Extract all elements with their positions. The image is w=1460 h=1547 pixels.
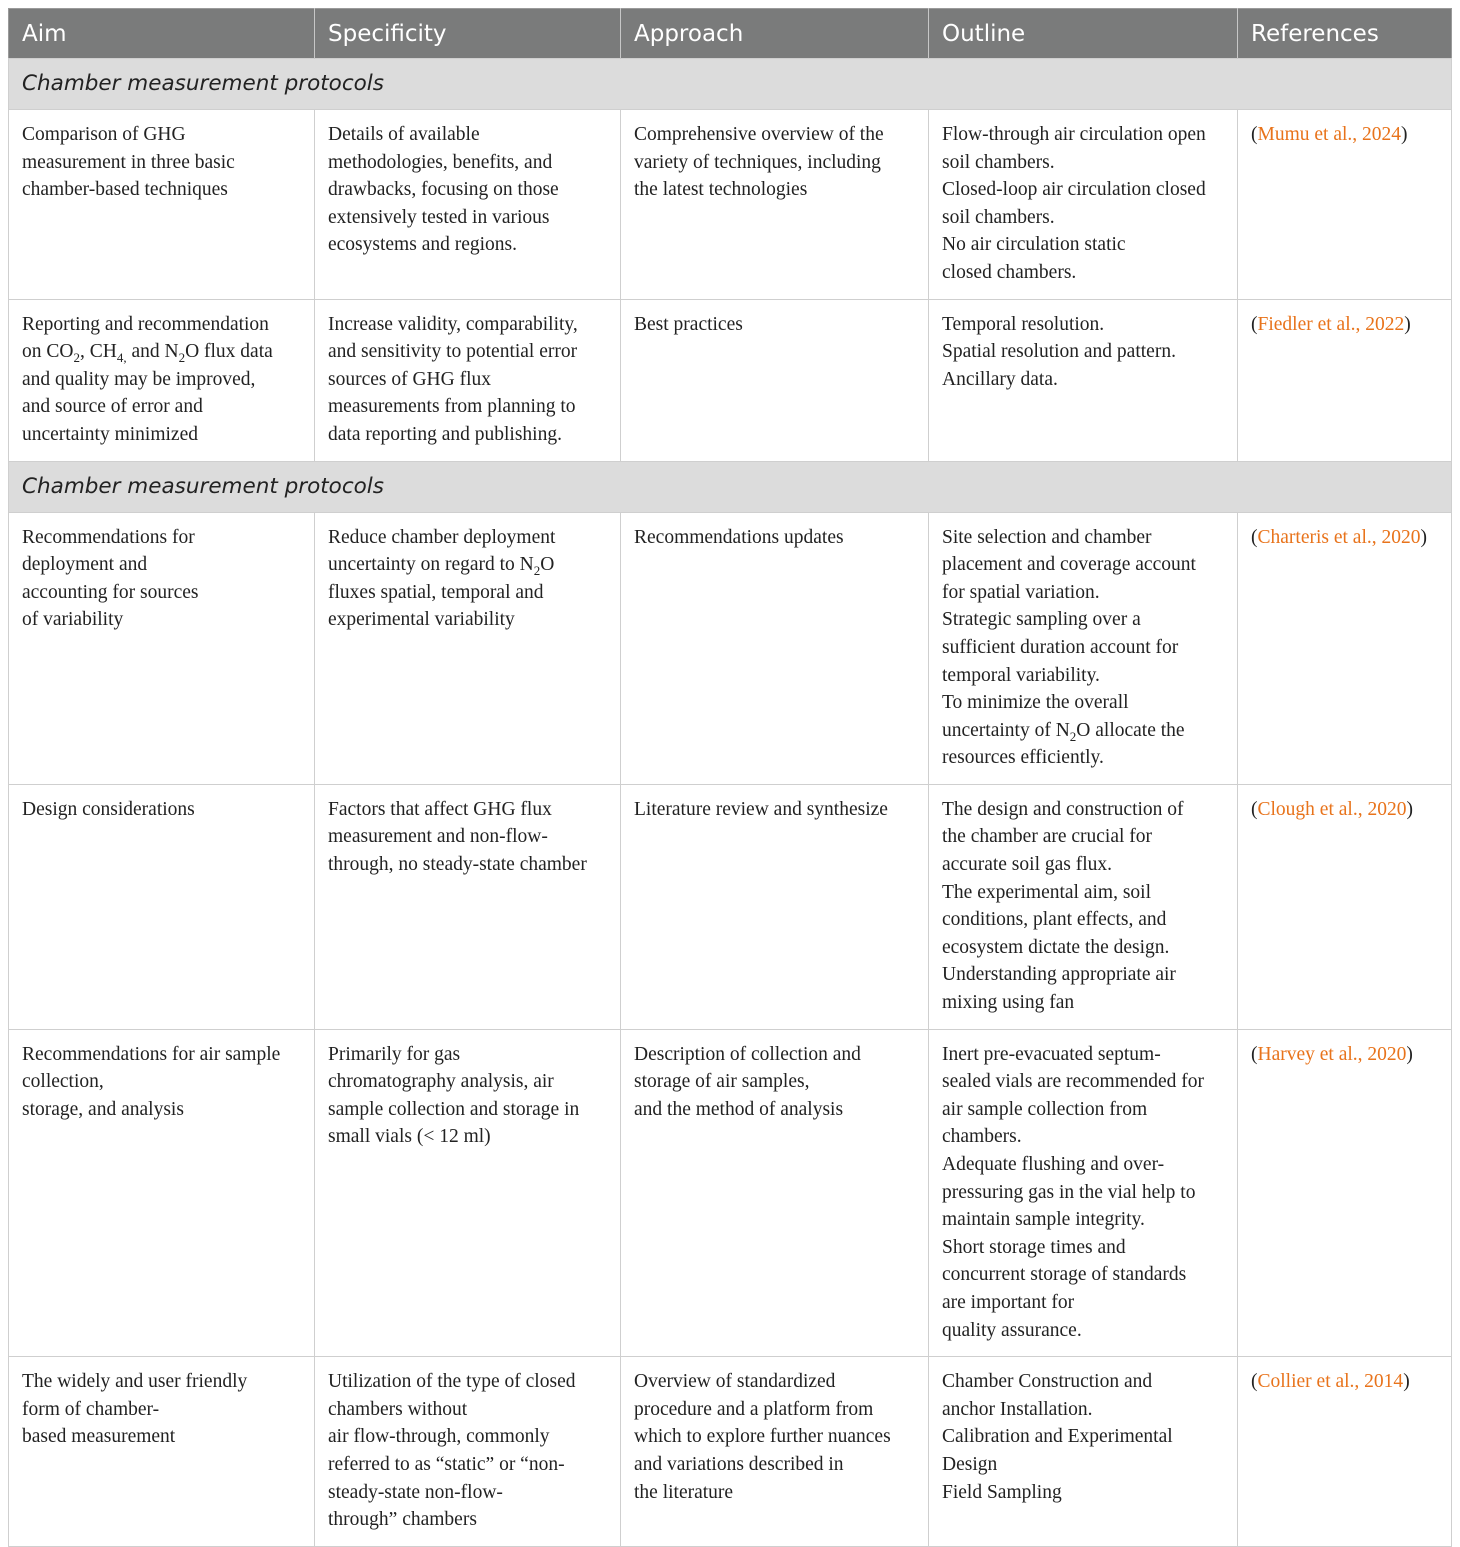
section-header	[9, 59, 1452, 110]
outline-line: The experimental aim, soil	[942, 881, 1152, 903]
outline-line: soil chambers.	[942, 151, 1055, 173]
outline-cell	[929, 784, 1238, 1029]
outline-cell	[929, 110, 1238, 300]
aim-line: and source of error and	[22, 396, 203, 418]
specificity-line: drawbacks, focusing on those	[328, 179, 559, 201]
reference-cell: (Harvey et al., 2020)	[1238, 1029, 1452, 1357]
outline-line: Chamber Construction and	[942, 1371, 1153, 1393]
outline-line: air sample collection from	[942, 1098, 1148, 1120]
reference-cell: (Charteris et al., 2020)	[1238, 512, 1452, 784]
specificity-line: experimental variability	[328, 609, 515, 631]
outline-cell	[929, 299, 1238, 461]
specificity-line: fluxes spatial, temporal and	[328, 581, 544, 603]
outline-line: Calibration and Experimental	[942, 1426, 1173, 1448]
outline-line: uncertainty of $N_2O$ allocate the	[942, 719, 1185, 744]
reference-link[interactable]: Fiedler et al., 2022	[1257, 313, 1405, 335]
outline-line: pressuring gas in the vial help to	[942, 1181, 1196, 1203]
header-approach: Approach	[621, 9, 929, 59]
table-row	[9, 512, 1452, 784]
aim-cell	[9, 299, 315, 461]
aim-cell	[9, 784, 315, 1029]
approach-line: procedure and a platform from	[634, 1398, 874, 1420]
outline-cell	[929, 1357, 1238, 1547]
specificity-cell	[315, 512, 621, 784]
aim-line: The widely and user friendly	[22, 1371, 248, 1393]
reference-link[interactable]: Collier et al., 2014	[1257, 1371, 1404, 1393]
approach-line: Recommendations updates	[634, 526, 844, 548]
aim-cell	[9, 1029, 315, 1357]
header-specificity: Specificity	[315, 9, 621, 59]
specificity-cell	[315, 1357, 621, 1547]
outline-line: concurrent storage of standards	[942, 1264, 1187, 1286]
outline-line: Closed-loop air circulation closed	[942, 179, 1206, 201]
table-row	[9, 1357, 1452, 1547]
specificity-cell	[315, 1029, 621, 1357]
outline-line: ecosystem dictate the design.	[942, 936, 1170, 958]
reference-cell: (Collier et al., 2014)	[1238, 1357, 1452, 1547]
approach-line: and variations described in	[634, 1453, 844, 1475]
aim-line: on $CO_2$, $CH_{4,}$ and $N_2O$ flux data	[22, 341, 273, 366]
specificity-line: Increase validity, comparability,	[328, 313, 578, 335]
aim-line: Recommendations for air sample	[22, 1043, 281, 1065]
approach-line: storage of air samples,	[634, 1071, 810, 1093]
outline-line: To minimize the overall	[942, 692, 1129, 714]
specificity-line: Primarily for gas	[328, 1043, 461, 1065]
outline-line: anchor Installation.	[942, 1398, 1093, 1420]
approach-line: Overview of standardized	[634, 1371, 836, 1393]
approach-cell	[621, 784, 929, 1029]
outline-line: accurate soil gas flux.	[942, 854, 1113, 876]
aim-cell	[9, 512, 315, 784]
outline-line: quality assurance.	[942, 1319, 1082, 1341]
aim-line: Comparison of GHG	[22, 124, 186, 145]
specificity-line: through, no steady-state chamber	[328, 854, 587, 876]
reference-link[interactable]: Harvey et al., 2020	[1257, 1043, 1407, 1065]
approach-line: the literature	[634, 1481, 734, 1503]
protocols-table	[8, 8, 1452, 1547]
aim-line: uncertainty minimized	[22, 423, 198, 445]
outline-line: conditions, plant effects, and	[942, 909, 1167, 931]
specificity-line: Factors that affect GHG flux	[328, 798, 552, 820]
specificity-line: measurements from planning to	[328, 396, 576, 418]
approach-cell	[621, 110, 929, 300]
outline-line: Flow-through air circulation open	[942, 124, 1206, 145]
reference-link[interactable]: Charteris et al., 2020	[1257, 526, 1421, 548]
outline-line: sealed vials are recommended for	[942, 1071, 1205, 1093]
specificity-line: ecosystems and regions.	[328, 234, 518, 256]
outline-line: soil chambers.	[942, 206, 1055, 228]
specificity-line: steady-state non-flow-	[328, 1481, 503, 1503]
header-aim: Aim	[9, 9, 315, 59]
specificity-line: measurement and non-flow-	[328, 826, 548, 848]
approach-line: Best practices	[634, 313, 743, 335]
reference-cell: (Mumu et al., 2024)	[1238, 110, 1452, 300]
specificity-line: Utilization of the type of closed	[328, 1371, 576, 1393]
outline-cell	[929, 1029, 1238, 1357]
table-row	[9, 1029, 1452, 1357]
specificity-line: uncertainty on regard to $N_2O$	[328, 554, 555, 579]
outline-line: Short storage times and	[942, 1236, 1126, 1258]
specificity-line: and sensitivity to potential error	[328, 341, 578, 363]
reference-link[interactable]: Clough et al., 2020	[1257, 798, 1407, 820]
approach-line: variety of techniques, including	[634, 151, 881, 173]
aim-line: Recommendations for	[22, 526, 195, 548]
approach-line: which to explore further nuances	[634, 1426, 891, 1448]
table-row	[9, 110, 1452, 300]
specificity-line: through” chambers	[328, 1509, 477, 1531]
outline-line: resources efficiently.	[942, 747, 1104, 769]
specificity-line: chromatography analysis, air	[328, 1071, 554, 1093]
outline-line: No air circulation static	[942, 234, 1126, 256]
outline-line: Temporal resolution.	[942, 313, 1105, 335]
outline-line: chambers.	[942, 1126, 1022, 1148]
outline-line: Adequate flushing and over-	[942, 1154, 1165, 1175]
outline-line: Inert pre-evacuated septum-	[942, 1043, 1161, 1065]
table-row	[9, 784, 1452, 1029]
outline-line: for spatial variation.	[942, 581, 1100, 603]
aim-line: deployment and	[22, 554, 148, 576]
approach-cell	[621, 1357, 929, 1547]
outline-line: Site selection and chamber	[942, 526, 1152, 548]
approach-line: the latest technologies	[634, 179, 808, 201]
outline-line: Understanding appropriate air	[942, 964, 1176, 986]
reference-cell: (Fiedler et al., 2022)	[1238, 299, 1452, 461]
aim-line: Reporting and recommendation	[22, 313, 269, 335]
specificity-cell	[315, 110, 621, 300]
specificity-line: sample collection and storage in	[328, 1098, 580, 1120]
approach-cell	[621, 299, 929, 461]
outline-line: the chamber are crucial for	[942, 826, 1153, 848]
specificity-line: sources of GHG flux	[328, 368, 492, 390]
header-outline: Outline	[929, 9, 1238, 59]
aim-line: and quality may be improved,	[22, 368, 256, 390]
outline-line: Ancillary data.	[942, 368, 1058, 390]
aim-cell	[9, 1357, 315, 1547]
outline-line: mixing using fan	[942, 992, 1075, 1014]
section-header	[9, 461, 1452, 512]
aim-line: storage, and analysis	[22, 1098, 184, 1120]
aim-line: based measurement	[22, 1426, 176, 1448]
specificity-line: small vials (< 12 ml)	[328, 1126, 491, 1148]
header-references: References	[1238, 9, 1452, 59]
section-title: Chamber measurement protocols	[9, 59, 1452, 110]
outline-line: maintain sample integrity.	[942, 1209, 1145, 1231]
aim-cell	[9, 110, 315, 300]
aim-line: collection,	[22, 1071, 104, 1093]
approach-line: and the method of analysis	[634, 1098, 844, 1120]
outline-line: placement and coverage account	[942, 554, 1196, 576]
approach-cell	[621, 1029, 929, 1357]
aim-line: chamber-based techniques	[22, 179, 228, 201]
outline-line: Field Sampling	[942, 1481, 1062, 1503]
approach-cell	[621, 512, 929, 784]
aim-line: accounting for sources	[22, 581, 199, 603]
outline-line: The design and construction of	[942, 798, 1184, 820]
aim-line: measurement in three basic	[22, 151, 235, 173]
specificity-line: extensively tested in various	[328, 206, 550, 228]
outline-line: Strategic sampling over a	[942, 609, 1141, 631]
specificity-line: chambers without	[328, 1398, 468, 1420]
outline-line: closed chambers.	[942, 261, 1077, 283]
specificity-line: air flow-through, commonly	[328, 1426, 550, 1448]
outline-line: temporal variability.	[942, 664, 1100, 686]
outline-cell	[929, 512, 1238, 784]
aim-line: of variability	[22, 609, 124, 631]
specificity-line: Reduce chamber deployment	[328, 526, 556, 548]
specificity-line: Details of available	[328, 124, 480, 145]
specificity-line: referred to as “static” or “non-	[328, 1453, 565, 1475]
approach-line: Description of collection and	[634, 1043, 861, 1065]
table-row	[9, 299, 1452, 461]
section-title: Chamber measurement protocols	[9, 461, 1452, 512]
specificity-cell	[315, 784, 621, 1029]
reference-link[interactable]: Mumu et al., 2024	[1257, 124, 1402, 145]
aim-line: form of chamber-	[22, 1398, 160, 1420]
outline-line: sufficient duration account for	[942, 636, 1179, 658]
specificity-line: methodologies, benefits, and	[328, 151, 553, 173]
outline-line: Spatial resolution and pattern.	[942, 341, 1176, 363]
header-row	[9, 9, 1452, 59]
outline-line: Design	[942, 1453, 998, 1475]
approach-line: Comprehensive overview of the	[634, 124, 884, 145]
outline-line: are important for	[942, 1291, 1075, 1313]
approach-line: Literature review and synthesize	[634, 798, 888, 820]
reference-cell: (Clough et al., 2020)	[1238, 784, 1452, 1029]
aim-line: Design considerations	[22, 798, 195, 820]
specificity-line: data reporting and publishing.	[328, 423, 562, 445]
specificity-cell	[315, 299, 621, 461]
